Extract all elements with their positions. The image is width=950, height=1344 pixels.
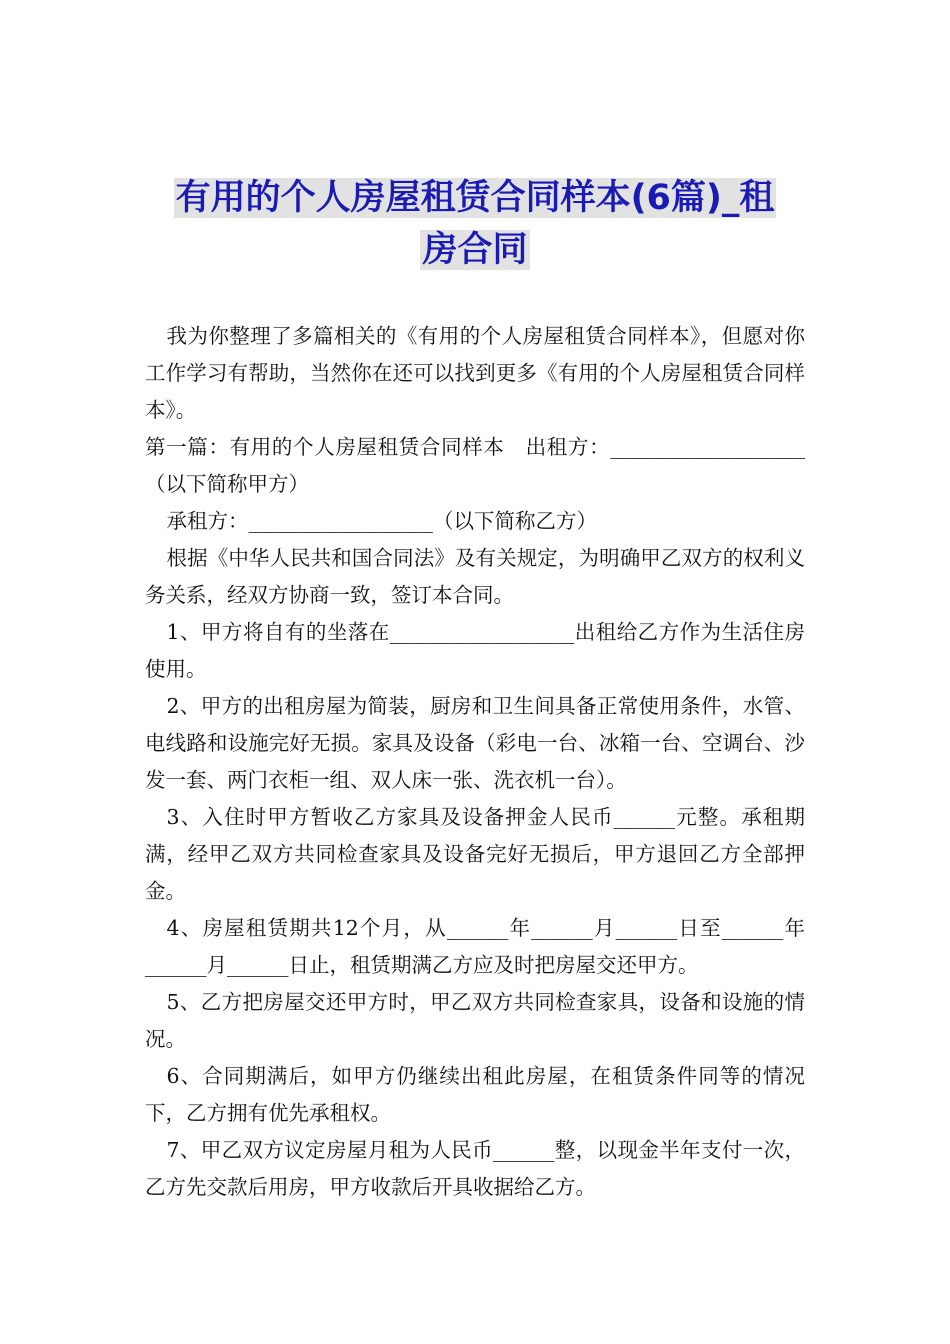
clause-4: 4、房屋租赁期共12个月，从______年______月______日至______年______月______日止，租赁期满乙方应及时把房屋交还甲方。: [145, 916, 805, 977]
clause-5: 5、乙方把房屋交还甲方时，甲乙双方共同检查家具，设备和设施的情况。: [145, 990, 805, 1051]
paragraph-basis: 根据《中华人民共和国合同法》及有关规定，为明确甲乙双方的权利义务关系，经双方协商一致，签订本合同。: [145, 546, 805, 607]
clause-2: 2、甲方的出租房屋为简装，厨房和卫生间具备正常使用条件，水管、电线路和设施完好无损。家具及设备（彩电一台、冰箱一台、空调台、沙发一套、两门衣柜一组、双人床一张、洗衣机一台）。: [145, 694, 805, 792]
clause-6: 6、合同期满后，如甲方仍继续出租此房屋，在租赁条件同等的情况下，乙方拥有优先承租权。: [145, 1064, 805, 1125]
clause-3: 3、入住时甲方暂收乙方家具及设备押金人民币______元整。承租期满，经甲乙双方共同检查家具及设备完好无损后，甲方退回乙方全部押金。: [145, 805, 805, 903]
paragraph-intro: 我为你整理了多篇相关的《有用的个人房屋租赁合同样本》，但愿对你工作学习有帮助，当然你在还可以找到更多《有用的个人房屋租赁合同样本》。: [145, 324, 805, 422]
document-body: [145, 318, 805, 1206]
paragraph-lessor: 第一篇：有用的个人房屋租赁合同样本 出租方：___________________（以下简称甲方）: [145, 435, 805, 496]
paragraph-lessee: 承租方：__________________（以下简称乙方）: [166, 509, 598, 533]
title-line-2: 房合同: [422, 230, 528, 270]
clause-1: 1、甲方将自有的坐落在__________________出租给乙方作为生活住房使用。: [145, 620, 805, 681]
document-title: [120, 172, 830, 276]
clause-7: 7、甲乙双方议定房屋月租为人民币______整，以现金半年支付一次，乙方先交款后用房，甲方收款后开具收据给乙方。: [145, 1138, 805, 1199]
title-line-1: 有用的个人房屋租赁合同样本(6篇)_租: [175, 178, 775, 218]
